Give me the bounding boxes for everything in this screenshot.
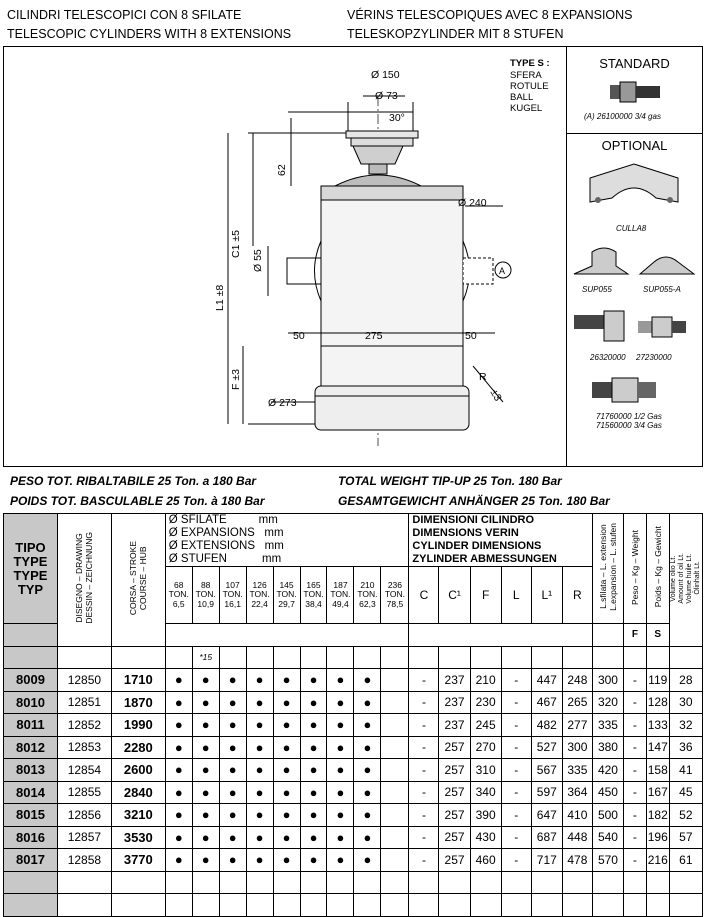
row-ext-dot: ● — [327, 669, 354, 692]
row-l1: 482 — [531, 714, 562, 737]
ext-col-6: 187 TON. 49,4 — [327, 567, 354, 624]
row-ext-dot: ● — [246, 826, 273, 849]
row-stroke: 3530 — [111, 826, 165, 849]
dim-w50a: 50 — [293, 330, 305, 342]
row-ext-dot: ● — [192, 781, 219, 804]
valve1-label: 71760000 1/2 Gas — [596, 412, 662, 421]
row-ext-dot: ● — [300, 691, 327, 714]
row-ext-dot: ● — [219, 804, 246, 827]
row-l: - — [501, 759, 531, 782]
row-ext-dot: ● — [165, 849, 192, 872]
row-ext-dot: ● — [327, 804, 354, 827]
row-pf: - — [624, 691, 647, 714]
title-de: TELESKOPZYLINDER MIT 8 STUFEN — [347, 27, 564, 41]
row-ext-dot: ● — [354, 781, 381, 804]
row-pf: - — [624, 759, 647, 782]
dim-d240: Ø 240 — [458, 197, 487, 209]
row-type: 8013 — [4, 759, 58, 782]
valve2-label: 71560000 3/4 Gas — [596, 421, 662, 430]
row-l1: 447 — [531, 669, 562, 692]
row-ext-dot: ● — [354, 804, 381, 827]
row-ps: 167 — [646, 781, 669, 804]
row-stroke: 3210 — [111, 804, 165, 827]
row-c1: 257 — [439, 781, 470, 804]
row-l1: 687 — [531, 826, 562, 849]
row-ps: 182 — [646, 804, 669, 827]
row-drawing: 12856 — [57, 804, 111, 827]
row-ext-dot: ● — [300, 714, 327, 737]
stroke-header: CORSA – STROKE COURSE – HUB — [111, 514, 165, 647]
type-s-3: BALL — [510, 92, 534, 103]
table-row — [4, 804, 703, 827]
row-ext-empty — [381, 691, 409, 714]
support-icons — [570, 244, 698, 284]
row-l: - — [501, 736, 531, 759]
row-vol: 61 — [669, 849, 702, 872]
table-row — [4, 826, 703, 849]
row-f: 310 — [470, 759, 501, 782]
row-r: 277 — [562, 714, 592, 737]
dim-r3: ±3 — [487, 387, 504, 404]
peso-s-label: S — [646, 624, 669, 647]
row-stroke: 2600 — [111, 759, 165, 782]
title-it: CILINDRI TELESCOPICI CON 8 SFILATE — [7, 8, 242, 22]
row-ps: 133 — [646, 714, 669, 737]
row-f: 245 — [470, 714, 501, 737]
dim-col-5: R — [562, 567, 592, 624]
tipo-spacer — [4, 624, 58, 647]
row-vol: 41 — [669, 759, 702, 782]
row-pf: - — [624, 804, 647, 827]
row-vol: 36 — [669, 736, 702, 759]
sup1-label: SUP055 — [582, 285, 612, 294]
row-f: 230 — [470, 691, 501, 714]
row-c1: 237 — [439, 691, 470, 714]
standard-part: (A) 26100000 3/4 gas — [584, 112, 661, 121]
row-ext-dot: ● — [246, 804, 273, 827]
row-ext-empty — [381, 826, 409, 849]
table-row — [4, 714, 703, 737]
row-ext-dot: ● — [246, 781, 273, 804]
row-ext-empty — [381, 781, 409, 804]
row-ext-dot: ● — [246, 669, 273, 692]
row-ext-dot: ● — [192, 804, 219, 827]
row-c: - — [409, 669, 439, 692]
tipo-header: TIPO TYPE TYPE TYP — [4, 514, 58, 624]
row-c: - — [409, 849, 439, 872]
row-lext: 450 — [592, 781, 623, 804]
dim-l1: L1 ±8 — [214, 284, 226, 311]
row-ext-dot: ● — [273, 781, 300, 804]
lext-header: L.sfilata – L. extension L.expansion – L. stufen — [592, 514, 623, 624]
table-row — [4, 759, 703, 782]
row-ext-dot: ● — [165, 736, 192, 759]
row-ps: 119 — [646, 669, 669, 692]
row-ext-empty — [381, 804, 409, 827]
cylinder-table — [3, 513, 703, 917]
title-en: TELESCOPIC CYLINDERS WITH 8 EXTENSIONS — [7, 27, 292, 41]
row-ext-dot: ● — [354, 691, 381, 714]
row-type: 8014 — [4, 781, 58, 804]
row-ps: 196 — [646, 826, 669, 849]
row-ext-dot: ● — [354, 759, 381, 782]
row-ext-dot: ● — [300, 826, 327, 849]
row-ext-dot: ● — [327, 849, 354, 872]
weight-en: TOTAL WEIGHT TIP-UP 25 Ton. 180 Bar — [338, 474, 562, 488]
cylinder-drawing — [3, 46, 566, 467]
row-ext-dot: ● — [165, 759, 192, 782]
row-stroke: 1710 — [111, 669, 165, 692]
row-ext-dot: ● — [192, 759, 219, 782]
row-ext-dot: ● — [219, 736, 246, 759]
table-row — [4, 691, 703, 714]
row-lext: 320 — [592, 691, 623, 714]
dim-c1: C1 ±5 — [230, 230, 242, 258]
row-ext-dot: ● — [165, 714, 192, 737]
row-ext-dot: ● — [219, 714, 246, 737]
note-type-cell — [4, 646, 58, 669]
row-c: - — [409, 736, 439, 759]
row-f: 390 — [470, 804, 501, 827]
row-drawing: 12857 — [57, 826, 111, 849]
port-a: A — [499, 266, 506, 276]
ext-col-2: 107 TON. 16,1 — [219, 567, 246, 624]
row-ext-dot: ● — [273, 714, 300, 737]
lext-spacer — [592, 624, 623, 647]
row-lext: 570 — [592, 849, 623, 872]
row-drawing: 12852 — [57, 714, 111, 737]
dims-spacer — [409, 624, 593, 647]
dim-col-0: C — [409, 567, 439, 624]
row-pf: - — [624, 714, 647, 737]
row-c1: 257 — [439, 826, 470, 849]
row-l1: 647 — [531, 804, 562, 827]
row-stroke: 1870 — [111, 691, 165, 714]
standard-fitting-icon — [608, 77, 664, 107]
row-ext-empty — [381, 714, 409, 737]
dim-col-2: F — [470, 567, 501, 624]
weight-it: PESO TOT. RIBALTABILE 25 Ton. a 180 Bar — [10, 474, 257, 488]
dim-d273: Ø 273 — [268, 397, 297, 409]
type-s-0: TYPE S : — [510, 58, 550, 69]
dim-d73: Ø 73 — [375, 90, 398, 102]
dim-col-1: C¹ — [439, 567, 470, 624]
row-l: - — [501, 691, 531, 714]
row-stroke: 3770 — [111, 849, 165, 872]
row-vol: 57 — [669, 826, 702, 849]
row-drawing: 12855 — [57, 781, 111, 804]
row-ext-dot: ● — [165, 691, 192, 714]
extensions-header: Ø SFILATE mm Ø EXPANSIONS mm Ø EXTENSIONS mm Ø STUFEN mm — [165, 514, 409, 567]
row-ps: 216 — [646, 849, 669, 872]
row-ext-empty — [381, 759, 409, 782]
row-ext-dot: ● — [219, 669, 246, 692]
row-ext-dot: ● — [327, 691, 354, 714]
row-ext-dot: ● — [246, 691, 273, 714]
ext-col-7: 210 TON. 62,3 — [354, 567, 381, 624]
row-f: 460 — [470, 849, 501, 872]
culla-label: CULLA8 — [616, 224, 647, 233]
row-lext: 335 — [592, 714, 623, 737]
row-ext-dot: ● — [246, 736, 273, 759]
row-r: 300 — [562, 736, 592, 759]
row-type: 8016 — [4, 826, 58, 849]
row-type: 8012 — [4, 736, 58, 759]
row-type: 8009 — [4, 669, 58, 692]
row-ext-dot: ● — [300, 849, 327, 872]
row-f: 430 — [470, 826, 501, 849]
row-ext-dot: ● — [192, 736, 219, 759]
row-c: - — [409, 826, 439, 849]
dim-col-3: L — [501, 567, 531, 624]
row-r: 248 — [562, 669, 592, 692]
row-lext: 300 — [592, 669, 623, 692]
row-ext-dot: ● — [300, 781, 327, 804]
row-ext-dot: ● — [246, 849, 273, 872]
standard-title: STANDARD — [599, 56, 670, 71]
row-ext-dot: ● — [273, 669, 300, 692]
ext-col-4: 145 TON. 29,7 — [273, 567, 300, 624]
row-ext-dot: ● — [192, 714, 219, 737]
row-ext-dot: ● — [354, 736, 381, 759]
row-ext-dot: ● — [246, 714, 273, 737]
row-ext-empty — [381, 669, 409, 692]
note-cell: *15 — [192, 646, 219, 669]
dim-h62: 62 — [276, 164, 288, 176]
row-ext-dot: ● — [327, 714, 354, 737]
dim-angle: 30° — [389, 112, 405, 124]
type-s-2: ROTULE — [510, 81, 549, 92]
row-vol: 45 — [669, 781, 702, 804]
table-row — [4, 736, 703, 759]
row-ext-dot: ● — [354, 826, 381, 849]
ext-col-0: 68 TON. 6,5 — [165, 567, 192, 624]
row-f: 340 — [470, 781, 501, 804]
row-ext-dot: ● — [273, 849, 300, 872]
row-l: - — [501, 781, 531, 804]
row-c1: 257 — [439, 804, 470, 827]
row-stroke: 1990 — [111, 714, 165, 737]
row-c1: 237 — [439, 669, 470, 692]
row-vol: 52 — [669, 804, 702, 827]
peso-f-label: F — [624, 624, 647, 647]
row-c1: 257 — [439, 759, 470, 782]
row-ps: 158 — [646, 759, 669, 782]
row-ext-dot: ● — [273, 826, 300, 849]
row-pf: - — [624, 826, 647, 849]
row-l1: 567 — [531, 759, 562, 782]
row-ext-dot: ● — [327, 826, 354, 849]
row-c1: 237 — [439, 714, 470, 737]
row-pf: - — [624, 669, 647, 692]
row-drawing: 12851 — [57, 691, 111, 714]
row-r: 410 — [562, 804, 592, 827]
row-ext-dot: ● — [165, 804, 192, 827]
row-ext-dot: ● — [165, 781, 192, 804]
row-lext: 540 — [592, 826, 623, 849]
row-c: - — [409, 714, 439, 737]
fit1-label: 26320000 — [590, 353, 626, 362]
dim-w50b: 50 — [465, 330, 477, 342]
row-lext: 420 — [592, 759, 623, 782]
row-r: 335 — [562, 759, 592, 782]
drawing-header: DISEGNO – DRAWING DESSIN – ZEICHNUNG — [57, 514, 111, 647]
row-ext-dot: ● — [300, 804, 327, 827]
row-ps: 128 — [646, 691, 669, 714]
ext-col-5: 165 TON. 38,4 — [300, 567, 327, 624]
poids-header: Poids – Kg – Gewicht — [646, 514, 669, 624]
dim-d55: Ø 55 — [252, 249, 264, 272]
empty-row — [4, 871, 703, 894]
row-pf: - — [624, 781, 647, 804]
row-l1: 717 — [531, 849, 562, 872]
row-l1: 527 — [531, 736, 562, 759]
dims-header: DIMENSIONI CILINDRO DIMENSIONS VERIN CYLINDER DIMENSIONS ZYLINDER ABMESSUNGEN — [409, 514, 593, 567]
accessories-divider — [566, 133, 703, 134]
dim-r: R — [479, 371, 487, 383]
row-ext-dot: ● — [354, 669, 381, 692]
row-ext-dot: ● — [192, 826, 219, 849]
row-type: 8010 — [4, 691, 58, 714]
row-l1: 467 — [531, 691, 562, 714]
row-ext-empty — [381, 849, 409, 872]
peso-header: Peso – Kg – Weight — [624, 514, 647, 624]
row-ext-dot: ● — [273, 691, 300, 714]
row-ext-dot: ● — [165, 669, 192, 692]
row-f: 210 — [470, 669, 501, 692]
row-drawing: 12854 — [57, 759, 111, 782]
row-ext-dot: ● — [354, 849, 381, 872]
row-l: - — [501, 669, 531, 692]
row-r: 478 — [562, 849, 592, 872]
ext-col-8: 236 TON. 78,5 — [381, 567, 409, 624]
dim-f: F ±3 — [230, 369, 242, 390]
row-c: - — [409, 804, 439, 827]
row-r: 265 — [562, 691, 592, 714]
row-vol: 32 — [669, 714, 702, 737]
row-type: 8017 — [4, 849, 58, 872]
row-c: - — [409, 691, 439, 714]
fit2-label: 27230000 — [636, 353, 672, 362]
row-pf: - — [624, 849, 647, 872]
row-type: 8015 — [4, 804, 58, 827]
row-ext-dot: ● — [192, 849, 219, 872]
weight-fr: POIDS TOT. BASCULABLE 25 Ton. à 180 Bar — [10, 494, 265, 508]
row-ext-dot: ● — [192, 691, 219, 714]
row-drawing: 12858 — [57, 849, 111, 872]
extensions-spacer — [165, 624, 409, 647]
row-c: - — [409, 781, 439, 804]
row-ext-dot: ● — [300, 669, 327, 692]
row-l: - — [501, 804, 531, 827]
row-ext-dot: ● — [327, 736, 354, 759]
table-row — [4, 849, 703, 872]
row-ext-dot: ● — [273, 804, 300, 827]
row-ext-dot: ● — [327, 759, 354, 782]
row-type: 8011 — [4, 714, 58, 737]
row-ext-dot: ● — [219, 826, 246, 849]
row-c: - — [409, 759, 439, 782]
row-l: - — [501, 849, 531, 872]
dim-d150: Ø 150 — [371, 69, 400, 81]
row-l: - — [501, 714, 531, 737]
row-ext-dot: ● — [165, 826, 192, 849]
row-l: - — [501, 826, 531, 849]
ext-col-3: 126 TON. 22,4 — [246, 567, 273, 624]
row-vol: 30 — [669, 691, 702, 714]
row-ext-dot: ● — [354, 714, 381, 737]
row-c1: 257 — [439, 849, 470, 872]
ext-col-1: 88 TON. 10,9 — [192, 567, 219, 624]
row-r: 364 — [562, 781, 592, 804]
dim-col-4: L¹ — [531, 567, 562, 624]
row-stroke: 2280 — [111, 736, 165, 759]
dim-w275: 275 — [365, 330, 383, 342]
row-lext: 380 — [592, 736, 623, 759]
row-ext-dot: ● — [219, 781, 246, 804]
row-lext: 500 — [592, 804, 623, 827]
row-ext-dot: ● — [192, 669, 219, 692]
row-r: 448 — [562, 826, 592, 849]
row-ext-dot: ● — [327, 781, 354, 804]
row-ext-dot: ● — [273, 759, 300, 782]
row-vol: 28 — [669, 669, 702, 692]
title-fr: VÉRINS TELESCOPIQUES AVEC 8 EXPANSIONS — [347, 8, 633, 22]
valve-icon — [590, 374, 660, 406]
row-drawing: 12850 — [57, 669, 111, 692]
type-s-1: SFERA — [510, 70, 542, 81]
row-ext-dot: ● — [219, 691, 246, 714]
row-l1: 597 — [531, 781, 562, 804]
row-ext-dot: ● — [300, 736, 327, 759]
row-c1: 257 — [439, 736, 470, 759]
row-drawing: 12853 — [57, 736, 111, 759]
row-f: 270 — [470, 736, 501, 759]
weight-de: GESAMTGEWICHT ANHÄNGER 25 Ton. 180 Bar — [338, 494, 610, 508]
row-ps: 147 — [646, 736, 669, 759]
table-row — [4, 669, 703, 692]
vol-header: Volume olio Lt. Amount of oil Lt. Volume huile Lt. Ölinhalt Lt. — [669, 514, 702, 647]
optional-title: OPTIONAL — [601, 138, 668, 153]
cradle-icon — [586, 158, 682, 220]
sup2-label: SUP055-A — [643, 285, 681, 294]
row-ext-dot: ● — [246, 759, 273, 782]
row-ext-dot: ● — [273, 736, 300, 759]
type-s-4: KUGEL — [510, 103, 543, 114]
row-ext-dot: ● — [219, 849, 246, 872]
row-ext-empty — [381, 736, 409, 759]
fitting-icons — [570, 307, 698, 347]
row-ext-dot: ● — [300, 759, 327, 782]
row-pf: - — [624, 736, 647, 759]
table-row — [4, 781, 703, 804]
row-stroke: 2840 — [111, 781, 165, 804]
row-ext-dot: ● — [219, 759, 246, 782]
